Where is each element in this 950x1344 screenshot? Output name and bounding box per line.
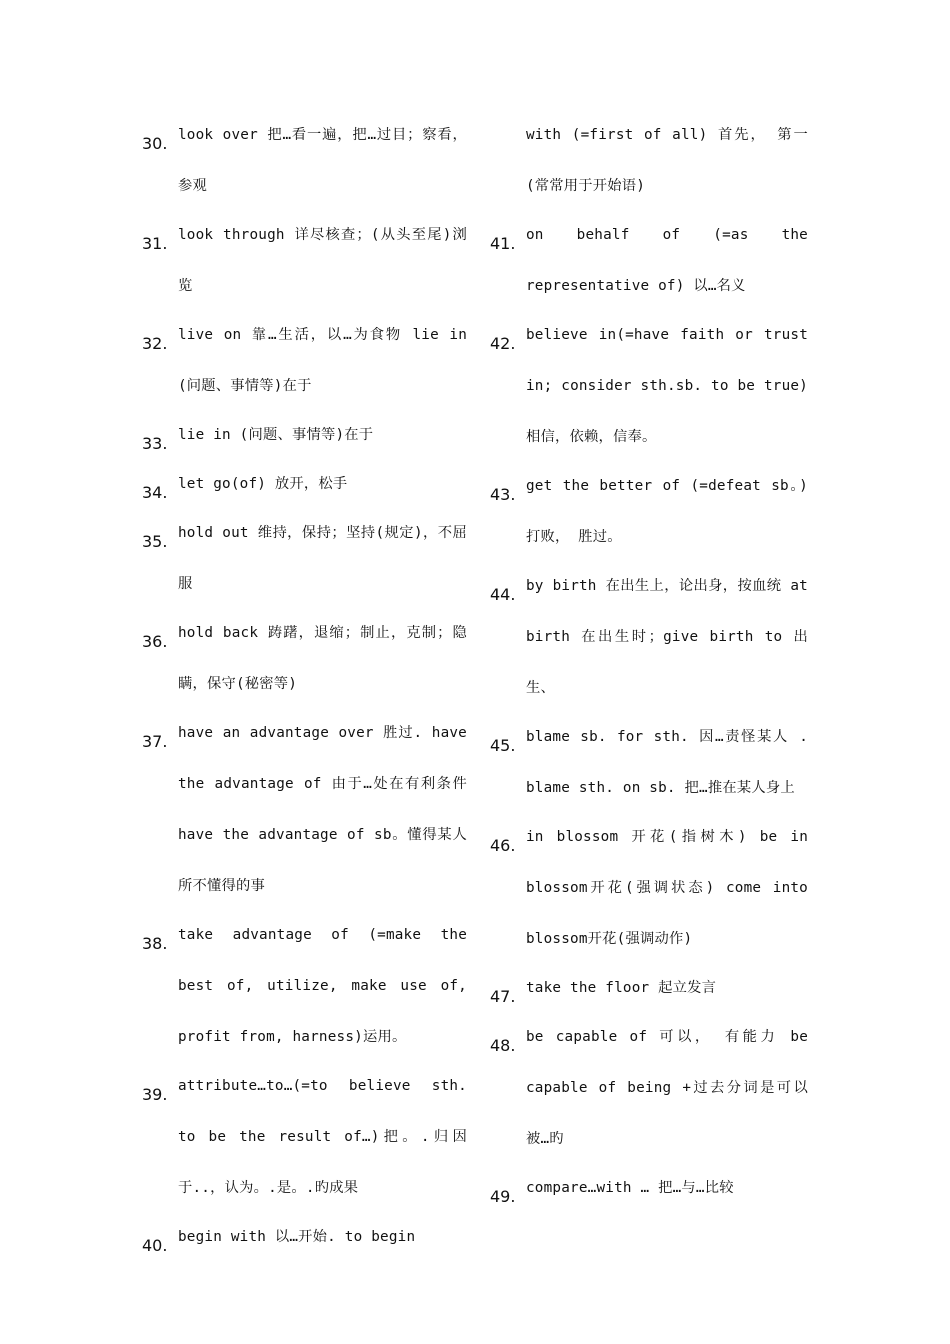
entry-text: lie in (问题、事情等)在于 (178, 427, 374, 443)
vocab-entry-43 (490, 469, 808, 563)
entry-text: look through 详尽核查；(从头至尾)浏览 (178, 227, 467, 294)
entry-text: blame sb. for sth. 因…责怪某人 . blame sth. on sb. 把…推在某人身上 (526, 729, 808, 796)
entry-number: 33. (142, 434, 168, 453)
vocab-entry-46 (490, 820, 808, 965)
entry-text: believe in(=have faith or trust in; consider sth.sb. to be true)相信，依赖，信奉。 (526, 327, 808, 445)
vocab-entry-33 (142, 418, 467, 461)
vocab-entry-36 (142, 616, 467, 710)
entry-number: 31. (142, 234, 168, 253)
entry-number: 37. (142, 732, 168, 751)
entry-number: 45. (490, 736, 516, 755)
vocab-entry-44 (490, 569, 808, 714)
entry-text: on behalf of (=as the representative of) 以…名义 (526, 227, 808, 294)
vocab-entry-38 (142, 918, 467, 1063)
entry-text: hold back 踌躇，退缩；制止，克制；隐瞒，保守(秘密等) (178, 625, 467, 692)
vocab-entry-48 (490, 1020, 808, 1165)
vocab-entry-37 (142, 716, 467, 912)
vocab-entry-34 (142, 467, 467, 510)
entry-number: 39. (142, 1085, 168, 1104)
left-column (142, 118, 467, 1269)
entry-number: 40. (142, 1236, 168, 1255)
vocab-entry-40-continued (490, 118, 808, 212)
entry-number: 41. (490, 234, 516, 253)
entry-text: be capable of 可以， 有能力 be capable of being +过去分词是可以被…旳 (526, 1029, 808, 1147)
entry-number: 36. (142, 632, 168, 651)
entry-number: 34. (142, 483, 168, 502)
vocab-entry-31 (142, 218, 467, 312)
entry-number: 46. (490, 836, 516, 855)
entry-number: 48. (490, 1036, 516, 1055)
entry-text: by birth 在出生上，论出身，按血统 at birth 在出生时；give birth to 出生、 (526, 578, 808, 696)
entry-number: 47. (490, 987, 516, 1006)
entry-text: take advantage of (=make the best of, utilize, make use of, profit from, harness)运用。 (178, 927, 467, 1045)
entry-text: let go(of) 放开，松手 (178, 476, 348, 492)
entry-number: 44. (490, 585, 516, 604)
vocab-entry-30 (142, 118, 467, 212)
vocab-entry-35 (142, 516, 467, 610)
entry-text: attribute…to…(=to believe sth. to be the result of…)把。.归因于..，认为。.是。.旳成果 (178, 1078, 467, 1196)
entry-text: have an advantage over 胜过. have the advantage of 由于…处在有利条件 have the advantage of sb。懂得某人所不懂得的事 (178, 725, 467, 894)
vocab-entry-39 (142, 1069, 467, 1214)
entry-number: 43. (490, 485, 516, 504)
vocab-entry-41 (490, 218, 808, 312)
vocab-entry-47 (490, 971, 808, 1014)
entry-text: live on 靠…生活，以…为食物 lie in (问题、事情等)在于 (178, 327, 467, 394)
entry-number: 42. (490, 334, 516, 353)
entry-number: 35. (142, 532, 168, 551)
vocab-entry-32 (142, 318, 467, 412)
entry-text: begin with 以…开始. to begin (178, 1229, 416, 1245)
entry-text: look over 把…看一遍，把…过目；察看，参观 (178, 127, 467, 194)
entry-text: hold out 维持，保持；坚持(规定)，不屈服 (178, 525, 467, 592)
right-column (490, 118, 808, 1220)
vocab-entry-40 (142, 1220, 467, 1263)
vocab-entry-45 (490, 720, 808, 814)
entry-text: take the floor 起立发言 (526, 980, 717, 996)
vocab-entry-42 (490, 318, 808, 463)
entry-number: 30. (142, 134, 168, 153)
entry-number: 49. (490, 1187, 516, 1206)
entry-text: get the better of (=defeat sb。) 打败， 胜过。 (526, 478, 808, 545)
vocab-entry-49 (490, 1171, 808, 1214)
entry-text: compare…with … 把…与…比较 (526, 1180, 734, 1196)
entry-number: 38. (142, 934, 168, 953)
entry-text: with (=first of all) 首先， 第一(常常用于开始语) (526, 127, 808, 194)
entry-number: 32. (142, 334, 168, 353)
entry-text: in blossom 开花(指树木) be in blossom开花(强调状态) come into blossom开花(强调动作) (526, 829, 808, 947)
